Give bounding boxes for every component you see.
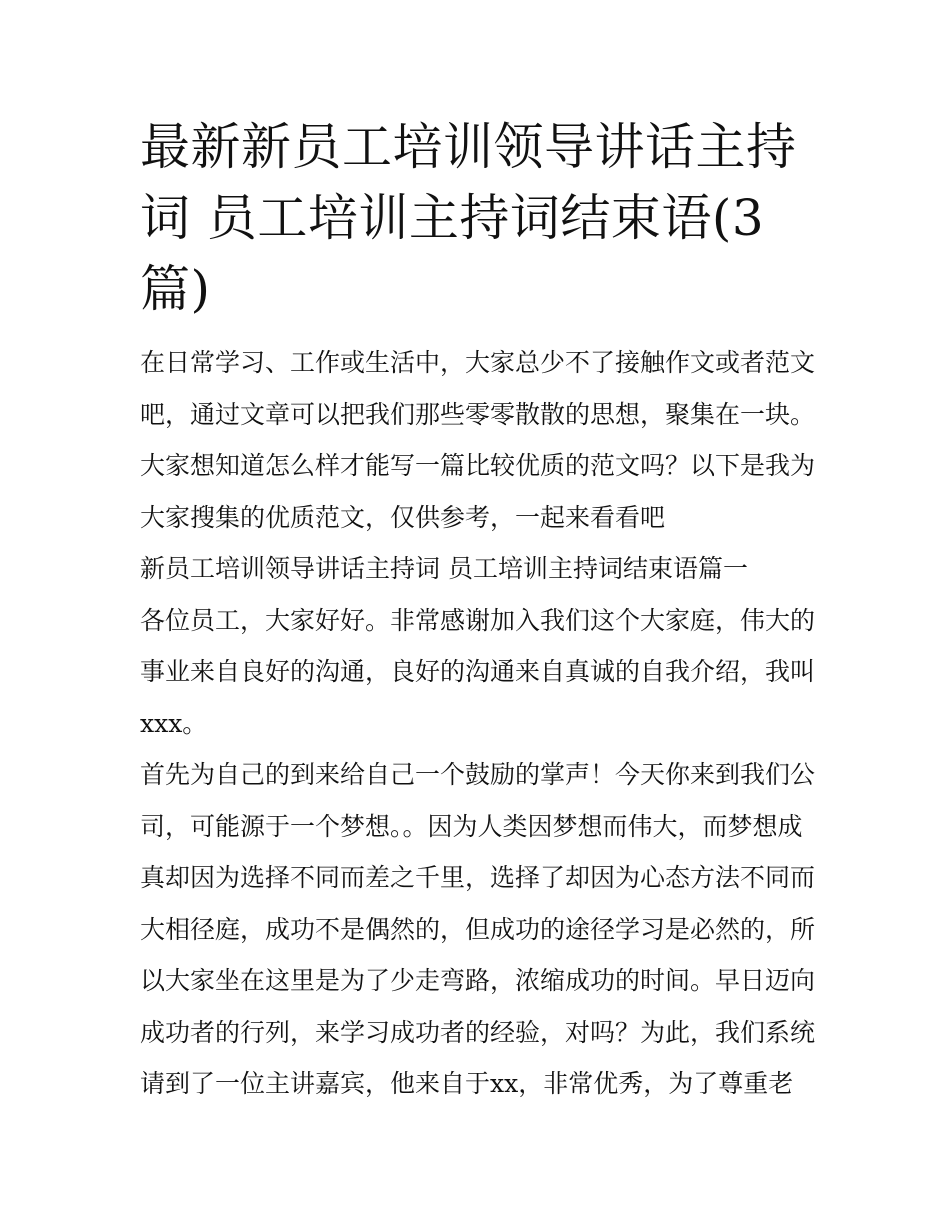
text-line: 吧，通过文章可以把我们那些零零散散的思想，聚集在一块。 <box>140 399 816 429</box>
text-line: 请到了一位主讲嘉宾，他来自于xx，非常优秀，为了尊重老 <box>140 1069 794 1098</box>
title-line: 最新新员工培训领导讲话主持 <box>140 118 797 176</box>
document-title <box>140 112 820 325</box>
text-line: 大家搜集的优质范文，仅供参考，一起来看看吧 <box>140 502 666 532</box>
text-line: 大家想知道怎么样才能写一篇比较优质的范文吗？以下是我为 <box>140 451 816 480</box>
text-line: 以大家坐在这里是为了少走弯路，浓缩成功的时间。早日迈向 <box>140 966 816 995</box>
intro-paragraph <box>140 337 820 543</box>
document-body <box>140 337 820 1110</box>
title-line-text: 词 员工培训主持词结束语(3 <box>140 189 765 247</box>
title-line <box>140 183 820 254</box>
text-line: 事业来自良好的沟通，良好的沟通来自真诚的自我介绍，我叫 <box>140 657 816 686</box>
document-content <box>140 112 820 1110</box>
body-paragraph <box>140 749 820 1110</box>
text-line: 首先为自己的到来给自己一个鼓励的掌声！今天你来到我们公 <box>140 760 816 789</box>
text-line: 大相径庭，成功不是偶然的，但成功的途径学习是必然的，所 <box>140 914 816 944</box>
section-heading-text: 新员工培训领导讲话主持词 员工培训主持词结束语篇一 <box>140 554 748 583</box>
text-line: 司，可能源于一个梦想。。因为人类因梦想而伟大，而梦想成 <box>140 811 803 841</box>
text-line: 在日常学习、工作或生活中，大家总少不了接触作文或者范文 <box>140 348 816 377</box>
greeting-paragraph <box>140 595 820 750</box>
text-line: xxx。 <box>140 708 208 738</box>
section-heading <box>140 543 820 595</box>
text-line: 真却因为选择不同而差之千里，选择了却因为心态方法不同而 <box>140 863 816 892</box>
title-line: 篇) <box>140 260 211 318</box>
text-line: 各位员工，大家好好。非常感谢加入我们这个大家庭，伟大的 <box>140 605 816 635</box>
text-line: 成功者的行列，来学习成功者的经验，对吗？为此，我们系统 <box>140 1017 816 1047</box>
